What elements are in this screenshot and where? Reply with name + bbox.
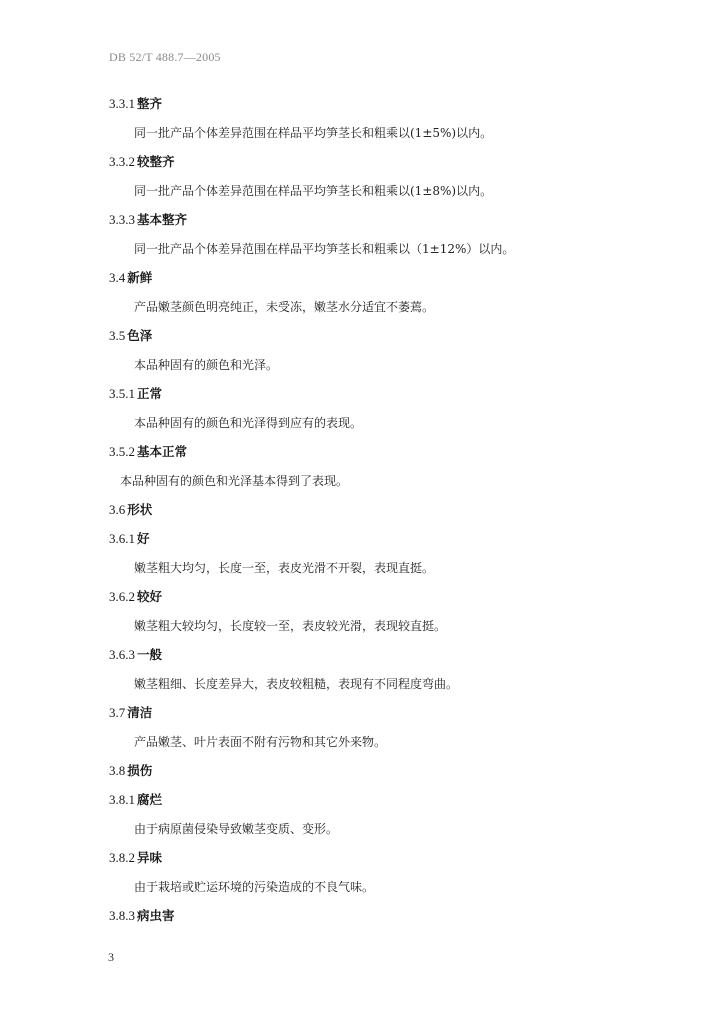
section-heading	[109, 849, 629, 866]
section-text: 本品种固有的颜色和光泽得到应有的表现。	[134, 416, 363, 430]
section-number: 3.6.2	[109, 589, 135, 604]
section-title: 腐烂	[137, 792, 163, 807]
section-title: 正常	[137, 386, 163, 401]
section-number: 3.3.1	[109, 96, 135, 111]
section-heading	[109, 95, 629, 112]
section-text: 由于病原菌侵染导致嫩茎变质、变形。	[134, 822, 339, 836]
section-number: 3.6.3	[109, 647, 135, 662]
section-title: 异味	[137, 850, 163, 865]
section-text: 由于栽培或贮运环境的污染造成的不良气味。	[134, 880, 375, 894]
section-heading	[109, 530, 629, 547]
section-title: 基本正常	[137, 444, 188, 459]
section-heading	[109, 501, 629, 518]
section-text: 同一批产品个体差异范围在样品平均笋茎长和粗乘以(1±8%)以内。	[134, 184, 493, 198]
section-heading	[109, 907, 629, 924]
section-title: 损伤	[127, 763, 153, 778]
section-heading	[109, 762, 629, 779]
document-code: DB 52/T 488.7—2005	[109, 50, 221, 64]
section-number: 3.8.3	[109, 908, 135, 923]
section-text: 嫩茎粗大较均匀，长度较一至，表皮较光滑，表现较直挺。	[134, 619, 447, 633]
section-number: 3.8.2	[109, 850, 135, 865]
section-number: 3.7	[109, 705, 126, 720]
section-heading	[109, 443, 629, 460]
section-number: 3.5	[109, 328, 126, 343]
section-title: 一般	[137, 647, 163, 662]
section-heading	[109, 588, 629, 605]
section-text: 同一批产品个体差异范围在样品平均笋茎长和粗乘以（1±12%）以内。	[134, 242, 515, 256]
section-text: 嫩茎粗细、长度差异大，表皮较粗糙，表现有不同程度弯曲。	[134, 677, 459, 691]
section-text: 同一批产品个体差异范围在样品平均笋茎长和粗乘以(1±5%)以内。	[134, 126, 493, 140]
section-text: 本品种固有的颜色和光泽基本得到了表现。	[120, 474, 349, 488]
page-number: 3	[108, 950, 114, 964]
section-heading	[109, 791, 629, 808]
section-number: 3.4	[109, 270, 126, 285]
section-heading	[109, 327, 629, 344]
section-text: 嫩茎粗大均匀，长度一至，表皮光滑不开裂，表现直挺。	[134, 561, 435, 575]
document-body	[109, 95, 629, 924]
section-title: 清洁	[127, 705, 153, 720]
section-number: 3.8	[109, 763, 126, 778]
section-title: 较好	[137, 589, 163, 604]
section-title: 整齐	[137, 96, 163, 111]
section-heading	[109, 211, 629, 228]
section-heading	[109, 385, 629, 402]
section-number: 3.3.2	[109, 154, 135, 169]
section-text: 本品种固有的颜色和光泽。	[134, 358, 279, 372]
section-heading	[109, 269, 629, 286]
section-title: 病虫害	[137, 908, 175, 923]
section-number: 3.5.1	[109, 386, 135, 401]
section-heading	[109, 704, 629, 721]
section-text: 产品嫩茎、叶片表面不附有污物和其它外来物。	[134, 735, 387, 749]
section-number: 3.3.3	[109, 212, 135, 227]
section-title: 新鲜	[127, 270, 153, 285]
section-number: 3.6	[109, 502, 126, 517]
section-title: 基本整齐	[137, 212, 188, 227]
section-number: 3.5.2	[109, 444, 135, 459]
section-title: 形状	[127, 502, 153, 517]
section-number: 3.8.1	[109, 792, 135, 807]
section-title: 好	[137, 531, 150, 546]
section-title: 较整齐	[137, 154, 175, 169]
section-number: 3.6.1	[109, 531, 135, 546]
section-text: 产品嫩茎颜色明亮纯正，未受冻，嫩茎水分适宜不萎蔫。	[134, 300, 435, 314]
section-title: 色泽	[127, 328, 153, 343]
section-heading	[109, 646, 629, 663]
section-heading	[109, 153, 629, 170]
